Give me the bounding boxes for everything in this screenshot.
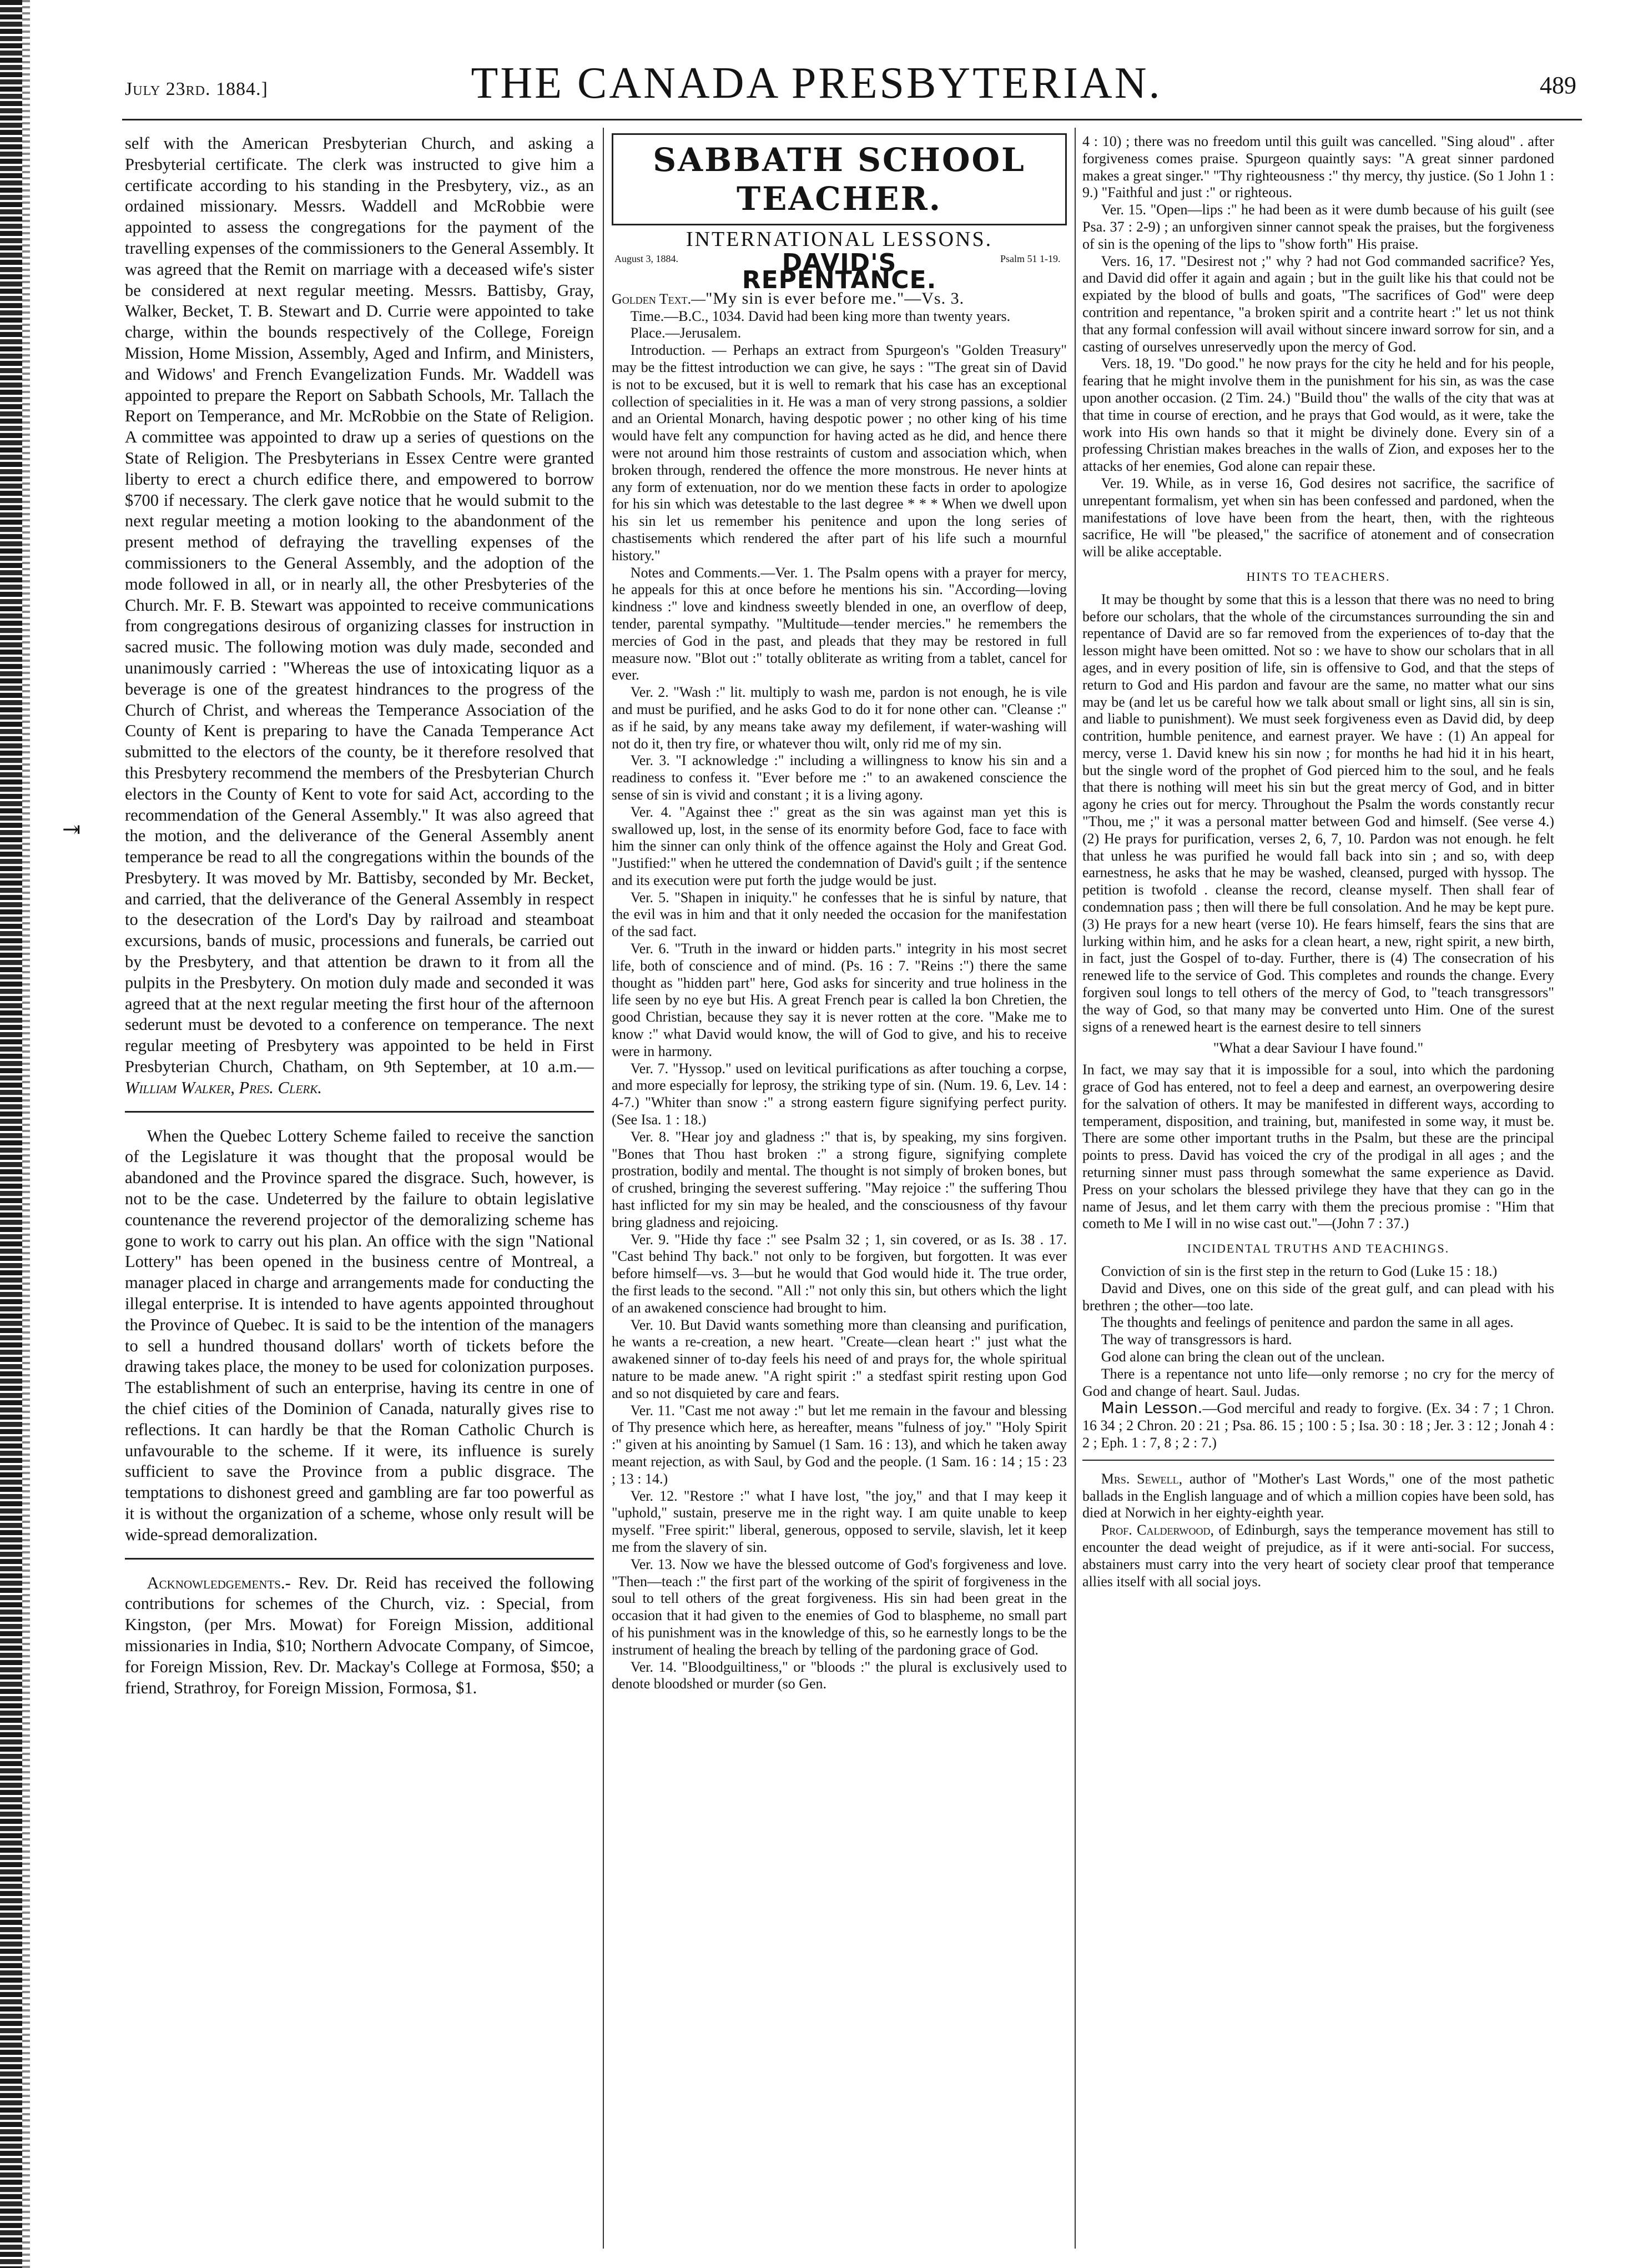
acknowledgements-text: - Rev. Dr. Reid has received the following contributions for schemes of the Church, viz. : Special, from Kingston, (per Mrs. Mowat) for Foreign Mission, additional missionaries in India, $10; Northern Advocate Company, of Simcoe, for Foreign Mission, Rev. Dr. Mackay's College at Formosa, $50; a friend, Strathroy, for Foreign Mission, Formosa, $1. — [125, 1573, 594, 1697]
presbytery-report — [125, 133, 594, 1099]
hints-paragraph-1: It may be thought by some that this is a lesson that there was no need to bring before our scholars, that the whole of the circumstances surrounding the sin and repentance of David are so far removed from the experiences of to-day that the lesson might have been omitted. Not so : we have to show our scholars that in all ages, and in every position of life, sin is offensive to God, and that the steps of return to God and His pardon and favour are the same, no matter what our sins may be (and let us be careful how we talk about small or light sins, all sin is sin, and liable to punishment). We must seek forgiveness even as David did, by deep contrition, humble penitence, and earnest prayer. We have : (1) An appeal for mercy, verse 1. David knew his sin now ; for months he had hid it in his heart, but the single word of the prophet of God pierced him to the soul, and he feals that there is nothing will meet his sin but the great mercy of God, and in bitter agony he cries out for mercy. Throughout the Psalm the words constantly recur "Thou, me ;" it was a personal matter between God and himself. (See verse 4.) (2) He prays for purification, verses 2, 6, 7, 10. Pardon was not enough. he felt that unless he was purified he would fall back into sin ; and so, with deep earnestness, he asks that he may be washed, cleansed, purged with hyssop. The petition is twofold . cleanse the record, cleanse myself. Then shall fear of condemnation pass ; then will there be full consolation. And he may be kept pure. (3) He prays for a new heart (verse 10). He fears himself, fears the sins that are lurking within him, and he asks for a clean heart, a new, right spirit, a new birth, in fact, just the Gospel of to-day. Further, there is (4) The consecration of his renewed life to the service of God. This completes and rounds the change. Every forgiven soul longs to tell others of the mercy of God, to "teach transgressors" the way of God, so that many may be converted unto Him. One of the surest signs of a renewed heart is the earnest desire to tell sinners — [1082, 591, 1554, 1035]
note-verse-15: Ver. 15. "Open—lips :" he had been as it were dumb because of his guilt (see Psa. 37 : 2-9) ; an unforgiven sinner cannot speak the praises, but the forgiveness of sin is the opening of the lips to "show forth" His praise. — [1082, 202, 1554, 252]
column-rule-1 — [603, 128, 604, 2249]
sewell-name: Mrs. Sewell, — [1101, 1470, 1183, 1487]
lesson-heading — [612, 248, 1067, 294]
hymn-quote: "What a dear Saviour I have found." — [1213, 1040, 1424, 1057]
note-verse-3: Ver. 3. "I acknowledge :" including a willingness to know his sin and a readiness to confess it. "Ever before me :" to an awakened conscience the sense of sin is vivid and constant ; it is a living agony. — [612, 752, 1067, 803]
lesson-place: Place.—Jerusalem. — [630, 325, 742, 341]
note-verse-6: Ver. 6. "Truth in the inward or hidden parts." integrity in his most secret life, both of conscience and of mind. (Ps. 16 : 7. "Reins :") there the same thought as "hidden part" here, God asks for sincerity and true holiness in the life seen by no eye but His. A great French pear is called la bon Chretien, the good Christian, because they say it is never rotten at the core. "Make me to know :" what David would know, the will of God to give, and his to receive were in harmony. — [612, 941, 1067, 1059]
main-lesson-label: Main Lesson. — [1101, 1399, 1203, 1417]
header-rule — [122, 119, 1582, 120]
note-verse-2: Ver. 2. "Wash :" lit. multiply to wash me, pardon is not enough, he is vile and must be purified, and he asks God to do it for none other can. "Cleanse :" as if he said, by any means take away my defilement, if water-washing will not do it, then try fire, or whatever thou wilt, only rid me of my sin. — [612, 684, 1067, 752]
note-verse-12: Ver. 12. "Restore :" what I have lost, "the joy," and that I may keep it "uphold," sustain, preserve me in the right way. I am quite unable to keep myself. "Free spirit:" liberal, generous, opposed to servile, slavish, let it keep me from the slavery of sin. — [612, 1487, 1067, 1555]
incidental-item: The thoughts and feelings of penitence and pardon the same in all ages. — [1101, 1314, 1514, 1331]
hints-paragraph-2: In fact, we may say that it is impossible for a soul, into which the pardoning grace of God has entered, not to feel a deep and earnest, an overpowering desire for the salvation of others. It may be manifested in different ways, according to temperament, disposition, and training, but, manifested in some way, it must be. There are some other important truths in the Psalm, but these are the principal points to press. David has voiced the cry of the prodigal in all ages ; and the returning sinner must pass through somewhat the same experience as David. Press on your scholars the blessed privilege they have that they can go in the name of Jesus, and let them carry with them the precious promise : "Him that cometh to Me I will in no wise cast out."—(John 7 : 37.) — [1082, 1062, 1554, 1232]
section-divider — [125, 1111, 594, 1113]
note-verse-14-cont: 4 : 10) ; there was no freedom until this guilt was cancelled. "Sing aloud" . after forgiveness comes praise. Spurgeon quaintly says: "A great sinner pardoned makes a great singer." "Thy righteousness :" thy mercy, thy justice. (So 1 John 1 : 9.) "Faithful and just :" or righteous. — [1082, 133, 1554, 201]
incidental-item: David and Dives, one on this side of the great gulf, and can plead with his brethren ; the other—too late. — [1082, 1280, 1554, 1314]
column-3 — [1082, 133, 1554, 2249]
lesson-reference: Psalm 51 1-19. — [1000, 253, 1061, 264]
margin-mark: ⇥ — [62, 817, 81, 842]
note-verse-13: Ver. 13. Now we have the blessed outcome of God's forgiveness and love. "Then—teach :" the first part of the working of the spirit of forgiveness in the soul to tell others of the great forgiveness. His sin had been great in the occasion that it had given to the enemies of God to blaspheme, no small part of his punishment was in the knowledge of this, so he earnestly longs to be the instrument of healing the breach by telling of the pardoning grace of God. — [612, 1556, 1067, 1658]
note-verse-5: Ver. 5. "Shapen in iniquity." he confesses that he is sinful by nature, that the evil was in him and that it only needed the occasion for the manifestation of the sad fact. — [612, 889, 1067, 940]
main-lesson-text: —God merciful and ready to forgive. (Ex. 34 : 7 ; 1 Chron. 16 34 ; 2 Chron. 20 : 21 ; Psa. 86. 15 ; 100 : 5 ; Isa. 30 : 18 ; Jer. 3 : 12 ; Jonah 4 : 2 ; Eph. 1 : 7, 8 ; 2 : 7.) — [1082, 1400, 1554, 1451]
acknowledgements-article — [125, 1573, 594, 1699]
note-verse-1: Notes and Comments.—Ver. 1. The Psalm opens with a prayer for mercy, he appeals for this at once before he mentions his sin. "According—loving kindness :" love and kindness sweetly blended in one, an overflow of deep, tender, parental sympathy. "Multitude—tender mercies." he remembers the mercies of God in the past, and pleads that they may be restored in full measure now. "Blot out :" totally obliterate as writing from a tablet, cancel for ever. — [612, 564, 1067, 683]
binding-shadow — [22, 0, 30, 2268]
note-verse-7: Ver. 7. "Hyssop." used on levitical purifications as after touching a corpse, and more especially for leprosy, the striking type of sin. (Num. 19. 6, Lev. 14 : 4-7.) "Whiter than snow :" a strong eastern figure signifying perfect purity. (See Isa. 1 : 18.) — [612, 1060, 1067, 1128]
note-verse-14: Ver. 14. "Bloodguiltiness," or "bloods :" the plural is exclusively used to denote bloodshed or murder (so Gen. — [612, 1658, 1067, 1692]
note-verse-10: Ver. 10. But David wants something more than cleansing and purification, he wants a re-creation, a new heart. "Create—clean heart :" just what the awakened sinner of to-day feels his need of and prays for, the whole spiritual nature to be made anew. "A right spirit :" a stedfast spirit resting upon God and so not disquieted by care and fears. — [612, 1316, 1067, 1401]
acknowledgements-label: Acknowledgements. — [147, 1573, 285, 1592]
lesson-title: DAVID'S REPENTANCE. — [742, 248, 937, 294]
note-verse-9: Ver. 9. "Hide thy face :" see Psalm 32 ; 1, sin covered, or as Is. 38 . 17. "Cast behind Thy back." not only to be forgiven, but forgotten. It was ever before himself—vs. 3—but he would that God would hide it. The true order, the first leads to the second. "All :" not only this sin, but others which the light of an awakened conscience had brought to him. — [612, 1231, 1067, 1316]
section-divider — [125, 1558, 594, 1560]
lesson-introduction: Introduction. — Perhaps an extract from Spurgeon's "Golden Treasury" may be the fittest introduction we can give, he says : "The great sin of David is not to be excused, but it is well to remark that his case has an exceptional collection of specialities in it. He was a man of very strong passions, a soldier and an Oriental Monarch, having despotic power ; no other king of his time would have felt any compunction for having acted as he did, and hence there were not around him those restraints of custom and association which, when broken through, rendered the offence the more monstrous. He never hints at any form of extenuation, nor do we mention these facts in order to apologize for his sin which was detestable to the last degree * * * When we dwell upon his sin let us remember his penitence and upon the long series of chastisements which rendered the after part of his life such a mournful history." — [612, 342, 1067, 564]
note-verse-11: Ver. 11. "Cast me not away :" but let me remain in the favour and blessing of Thy presence which here, as hereafter, means "fulness of joy." "Holy Spirit :" given at his anointing by Samuel (1 Sam. 16 : 13), and which he taken away meant rejection, as with Saul, by God and the people. (1 Sam. 16 : 14 ; 15 : 23 ; 13 : 14.) — [612, 1402, 1067, 1487]
note-verse-8: Ver. 8. "Hear joy and gladness :" that is, by speaking, my sins forgiven. "Bones that Thou hast broken :" a strong figure, signifying complete prostration, bodily and mental. The thought is not simply of broken bones, but of crushed, bringing the severest suffering. "May rejoice :" the suffering Thou hast inflicted for my sin may be healed, and the consciousness of thy favour bring gladness and rejoicing. — [612, 1128, 1067, 1230]
sewell-notice — [1082, 1471, 1554, 1522]
international-lessons-heading: INTERNATIONAL LESSONS. — [686, 228, 993, 251]
calderwood-name: Prof. Calderwood, — [1101, 1522, 1214, 1538]
column-1 — [125, 133, 594, 2243]
masthead-box — [612, 133, 1067, 225]
golden-text-label: Golden Text.— — [612, 290, 706, 307]
sabbath-school-teacher-masthead: SABBATH SCHOOL TEACHER. — [653, 141, 1026, 218]
golden-text-verse: "My sin is ever before me."—Vs. 3. — [705, 289, 965, 308]
lottery-article: When the Quebec Lottery Scheme failed to receive the sanction of the Legislature it was thought that the proposal would be abandoned and the Province spared the disgrace. Such, however, is not to be the case. Undeterred by the failure to obtain legislative countenance the reverend projector of the demoralizing scheme has gone to work to carry out his plan. An office with the sign "National Lottery" has been opened in the business centre of Montreal, a manager placed in charge and arrangements made for conducting the illegal enterprise. It is intended to have agents appointed throughout the Province of Quebec. It is said to be the intention of the managers to sell a hundred thousand dollars' worth of tickets before the drawing takes place, the money to be used for colonization purposes. The establishment of such an enterprise, having its centre in one of the chief cities of the Dominion of Canada, naturally gives rise to reflections. It can hardly be that the Roman Catholic Church is unfavourable to the scheme. If it were, its influence is surely sufficient to save the Province from a public disgrace. The temptations to dishonest greed and gambling are far too powerful as it is without the organization of a scheme, whose only result will be wide-spread demoralization. — [125, 1126, 594, 1544]
incidental-item: There is a repentance not unto life—only remorse ; no cry for the mercy of God and change of heart. Saul. Judas. — [1082, 1365, 1554, 1399]
lesson-date: August 3, 1884. — [614, 253, 678, 264]
column-rule-2 — [1075, 128, 1076, 2249]
page-number: 489 — [1540, 72, 1576, 99]
calderwood-text: of Edinburgh, says the temperance movement has still to encounter the dead weight of prejudice, as if it were anti-social. For success, abstainers must carry into the very heart of society clear proof that temperance allies itself with all social joys. — [1082, 1522, 1554, 1590]
sewell-text: author of "Mother's Last Words," one of the most pathetic ballads in the English language and of which a million copies have been sold, has died at Norwich in her eighty-eighth year. — [1082, 1470, 1554, 1521]
note-verse-19: Ver. 19. While, as in verse 16, God desires not sacrifice, the sacrifice of unrepentant formalism, yet when sin has been confessed and pardoned, when the manifestations of love have been from the heart, then, with the righteous sacrifice, He will "be pleased," the sacrifice of atonement and of consecration will be alike acceptable. — [1082, 475, 1554, 560]
incidental-item: The way of transgressors is hard. — [1101, 1331, 1292, 1348]
incidental-truths-heading: INCIDENTAL TRUTHS AND TEACHINGS. — [1187, 1241, 1450, 1256]
note-verses-16-17: Vers. 16, 17. "Desirest not ;" why ? had not God commanded sacrifice? Yes, and David did offer it again and again ; but in the guilt like his that could not be expiated by the blood of bulls and goats, "The sacrifices of God" were deep contrition and repentance, "a broken spirit and a contrite heart :" let us not think that any formal confession will avail without sincere inward sorrow for sin, and a casting of ourselves unreservedly upon the mercy of God. — [1082, 253, 1554, 355]
issue-date: July 23rd. 1884.] — [125, 79, 268, 99]
incidental-item: God alone can bring the clean out of the unclean. — [1101, 1348, 1385, 1365]
note-verses-18-19: Vers. 18, 19. "Do good." he now prays for the city he held and for his people, fearing that he might involve them in the punishment for his sin, as was the case upon another occasion. (2 Tim. 24.) "Build thou" the walls of the city that was at that time in course of erection, and he prays that God would, as it were, take the work into His own hands so that it might be divinely done. Every sin of a professing Christian makes breaches in the walls of Zion, and exposes her to the attacks of her enemies, God alone can repair these. — [1082, 355, 1554, 475]
binding-edge — [0, 0, 22, 2268]
hints-to-teachers-heading: HINTS TO TEACHERS. — [1246, 569, 1390, 584]
presbytery-report-text: self with the American Presbyterian Church, and asking a Presbyterial certificate. The clerk was instructed to give him a certificate according to his standing in the Presbytery, viz., as an ordained missionary. Messrs. Waddell and McRobbie were appointed to assess the congregations for the payment of the travelling expenses of the commissioners to the General Assembly. It was agreed that the Remit on marriage with a deceased wife's sister be considered at next regular meeting. Messrs. Battisby, Gray, Walker, Becket, T. B. Stewart and D. Currie were appointed to take charge, within the bounds respectively of the College, Foreign Mission, Home Mission, Assembly, Aged and Infirm, and Ministers, and Widows' and French Evangelization Funds. Mr. Waddell was appointed to prepare the Report on Sabbath Schools, Mr. Tallach the Report on Temperance, and Mr. McRobbie on the State of Religion. A committee was appointed to draw up a series of questions on the State of Religion. The Presbyterians in Essex Centre were granted liberty to erect a church edifice there, and empowered to borrow $700 if necessary. The clerk gave notice that he would submit to the next regular meeting a motion looking to the abandonment of the present method of defraying the travelling expenses of the commissioners to the General Assembly, and the adoption of the mode followed in all, or in nearly all, the other Presbyteries of the Church. Mr. F. B. Stewart was appointed to receive communications from congregations desirous of organizing classes for instruction in sacred music. The following motion was duly made, seconded and unanimously carried : "Whereas the use of intoxicating liquor as a beverage is one of the greatest hindrances to the progress of the Church of Christ, and whereas the Temperance Association of the County of Kent is preparing to have the Canada Temperance Act submitted to the electors of the county, be it therefore resolved that this Presbytery recommend the members of the Presbyterian Church electors in the County of Kent to vote for said Act, according to the recommendation of the General Assembly." It was also agreed that the motion, and the deliverance of the General Assembly anent temperance be read to all the congregations within the bounds of the Presbytery. It was moved by Mr. Battisby, seconded by Mr. Becket, and carried, that the deliverance of the General Assembly in respect to the desecration of the Lord's Day by railroad and steamboat excursions, bands of music, processions and funerals, be carried out by the Presbytery, and that attention be drawn to it from all the pulpits in the Presbytery. On motion duly made and seconded it was agreed that at the next regular meeting the first hour of the afternoon sederunt must be devoted to a conference on temperance. The next regular meeting of Presbytery was appointed to be held in First Presbyterian Church, Chatham, on 9th September, at 10 a.m.— — [125, 134, 594, 1077]
column-2 — [612, 133, 1067, 2249]
note-verse-4: Ver. 4. "Against thee :" great as the sin was against man yet this is swallowed up, lost, in the sense of its enormity before God, face to face with him the sinner can only think of the offence against the Holy and Great God. "Justified:" when he uttered the condemnation of David's guilt ; if the sentence and its execution were put forth the judge would be just. — [612, 803, 1067, 888]
section-divider — [1082, 1460, 1554, 1461]
calderwood-notice — [1082, 1522, 1554, 1590]
newspaper-title: THE CANADA PRESBYTERIAN. — [471, 59, 1162, 108]
lesson-time: Time.—B.C., 1034. David had been king more than twenty years. — [630, 308, 1011, 324]
incidental-item: Conviction of sin is the first step in the return to God (Luke 15 : 18.) — [1101, 1263, 1498, 1279]
main-lesson — [1082, 1400, 1554, 1451]
clerk-signature: William Walker, Pres. Clerk. — [125, 1078, 322, 1097]
